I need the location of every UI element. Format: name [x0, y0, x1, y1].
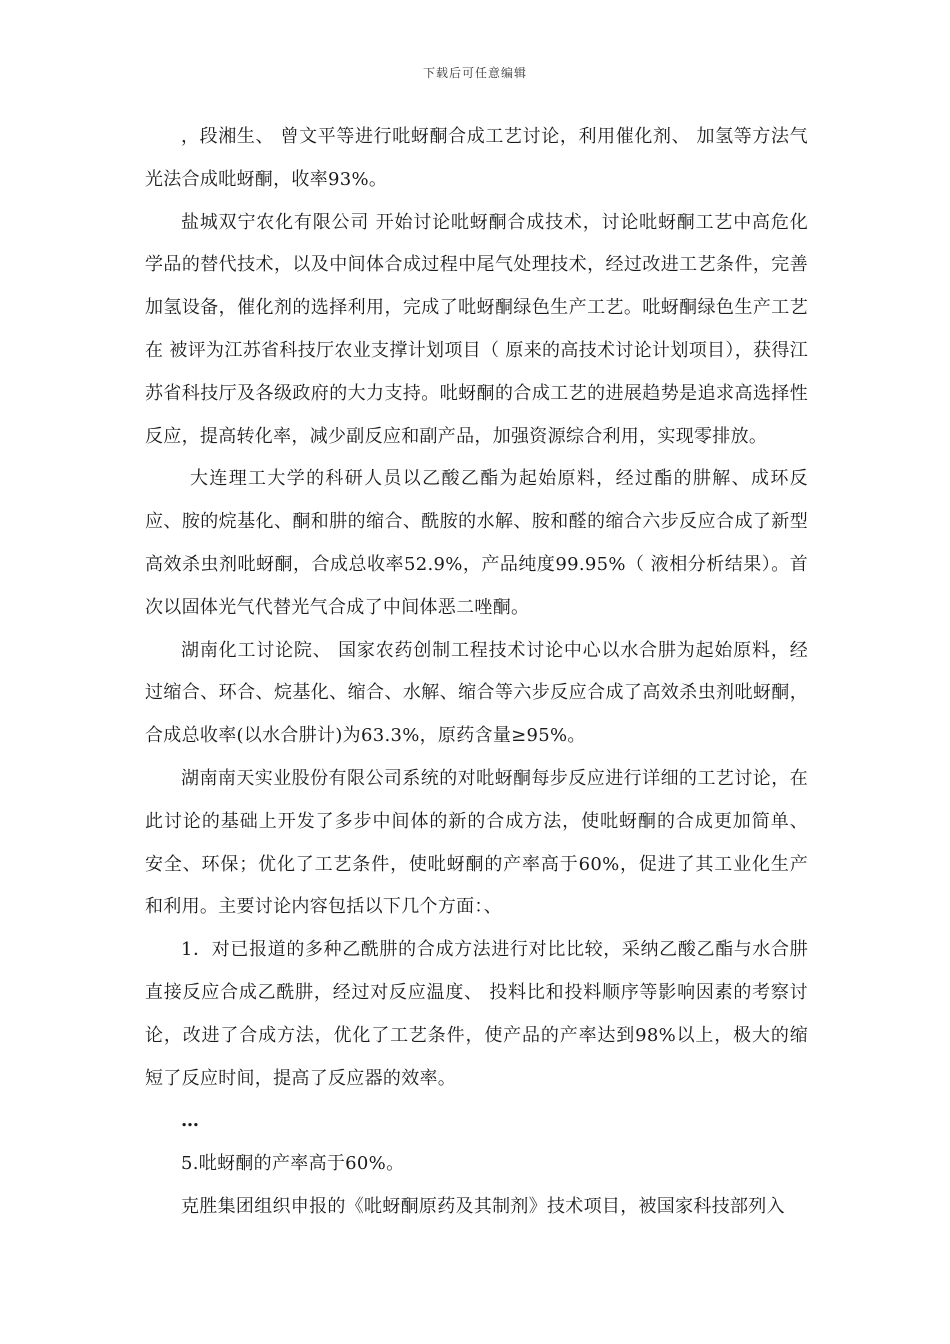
ellipsis-line: … [181, 1110, 201, 1132]
paragraph-6: 1．对已报道的多种乙酰肼的合成方法进行对比比较，采纳乙酸乙酯与水合肼直接反应合成乙酰肼，经过对反应温度、 投料比和投料顺序等影响因素的考察讨论，改进了合成方法，优化了工艺条件，使产品的产率达到98%以上，极大的缩短了反应时间，提高了反应器的效率。 [145, 939, 808, 1089]
paragraph-7: 5.吡蚜酮的产率高于60%。 [181, 1153, 405, 1175]
paragraph-8: 克胜集团组织申报的《吡蚜酮原药及其制剂》技术项目，被国家科技部列入 [181, 1195, 785, 1217]
page-header: 下载后可任意编辑 [422, 66, 527, 80]
paragraph-4: 湖南化工讨论院、 国家农药创制工程技术讨论中心以水合肼为起始原料，经过缩合、环合、烷基化、缩合、水解、缩合等六步反应合成了高效杀虫剂吡蚜酮，合成总收率(以水合肼计)为63.3%，原药含量≥95%。 [145, 639, 808, 747]
document-body [145, 116, 808, 1229]
paragraph-3: 大连理工大学的科研人员以乙酸乙酯为起始原料，经过酯的肼解、成环反应、胺的烷基化、酮和肼的缩合、酰胺的水解、胺和醛的缩合六步反应合成了新型高效杀虫剂吡蚜酮，合成总收率52.9%，产品纯度99.95%（ 液相分析结果）。首次以固体光气代替光气合成了中间体恶二唑酮。 [145, 468, 808, 618]
paragraph-2: 盐城双宁农化有限公司 开始讨论吡蚜酮合成技术，讨论吡蚜酮工艺中高危化学品的替代技术，以及中间体合成过程中尾气处理技术，经过改进工艺条件，完善加氢设备，催化剂的选择利用，完成了吡蚜酮绿色生产工艺。吡蚜酮绿色生产工艺在 被评为江苏省科技厅农业支撑计划项目（ 原来的高技术讨论计划项目），获得江苏省科技厅及各级政府的大力支持。吡蚜酮的合成工艺的进展趋势是追求高选择性反应，提高转化率，减少副反应和副产品，加强资源综合利用，实现零排放。 [145, 211, 808, 447]
paragraph-1: ，段湘生、 曾文平等进行吡蚜酮合成工艺讨论，利用催化剂、 加氢等方法气光法合成吡蚜酮，收率93%。 [145, 126, 808, 190]
paragraph-5: 湖南南天实业股份有限公司系统的对吡蚜酮每步反应进行详细的工艺讨论，在此讨论的基础上开发了多步中间体的新的合成方法，使吡蚜酮的合成更加简单、 安全、环保；优化了工艺条件，使吡蚜酮的产率高于60%，促进了其工业化生产和利用。主要讨论内容包括以下几个方面：、 [145, 767, 808, 918]
